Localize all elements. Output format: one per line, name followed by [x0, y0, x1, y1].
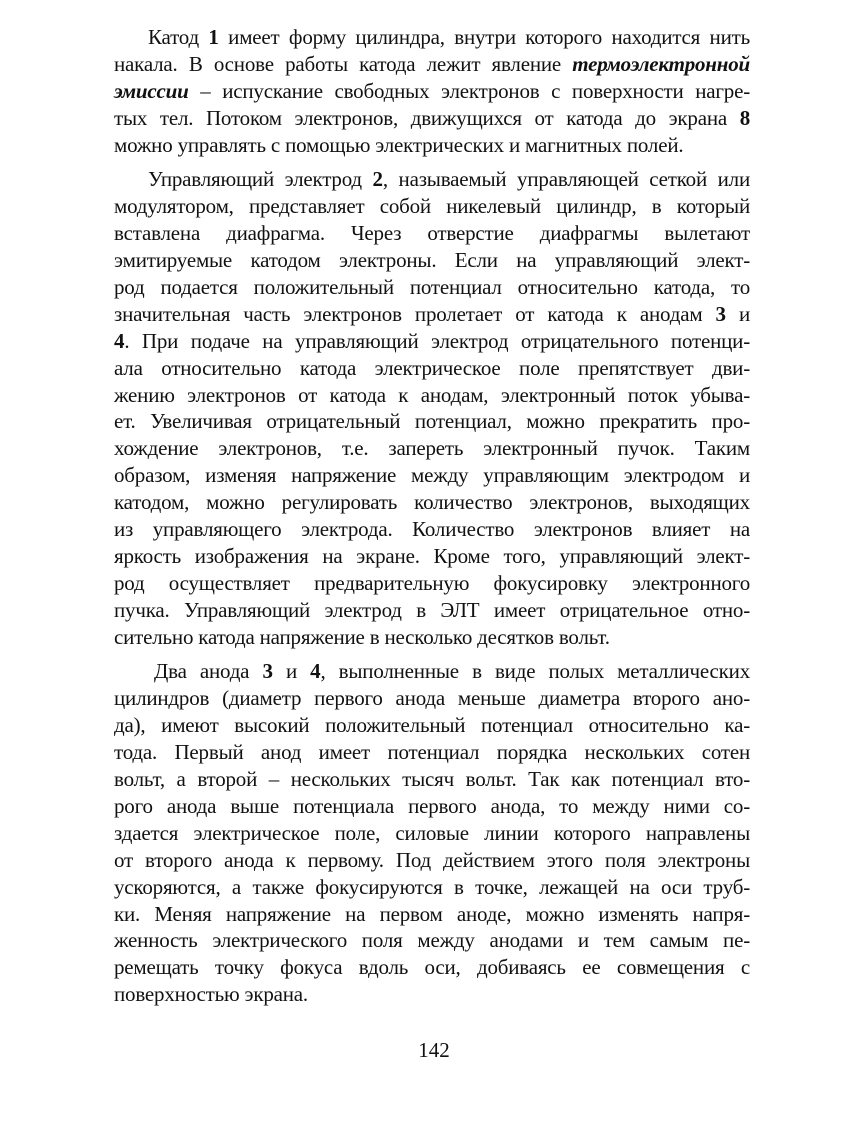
text-run: ала относительно катода электрическое поле препятствует дви-	[114, 355, 750, 380]
text-run: жению электронов от катода к анодам, электронный поток убыва-	[114, 382, 750, 407]
text-run: цилиндров (диаметр первого анода меньше диаметра второго ано-	[114, 686, 750, 711]
text-run: род подается положительный потенциал относительно катода, то	[114, 275, 750, 300]
paragraph-gap	[114, 650, 750, 658]
text-run: женность электрического поля между анодами и тем самым пе-	[114, 928, 750, 953]
text-run: накала. В основе работы катода лежит явление	[114, 51, 573, 76]
text-run: и	[725, 301, 750, 326]
text-run: ускоряются, а также фокусируются в точке, лежащей на оси труб-	[114, 874, 750, 899]
text-line	[114, 739, 750, 766]
text-run: рого анода выше потенциала первого анода, то между ними со-	[114, 793, 750, 818]
text-line	[114, 220, 750, 247]
text-line	[114, 51, 750, 78]
text-run: образом, изменяя напряжение между управляющим электродом и	[114, 463, 750, 488]
text-run: и	[272, 659, 311, 684]
text-line	[114, 847, 750, 874]
page-number: 142	[418, 1038, 450, 1062]
text-line	[114, 132, 750, 159]
text-line	[114, 274, 750, 301]
text-run: здается электрическое поле, силовые линии которого направлены	[114, 820, 750, 845]
text-run: хождение электронов, т.е. запереть электронный пучок. Таким	[114, 436, 750, 461]
text-run: сительно катода напряжение в несколько десятков вольт.	[114, 624, 610, 649]
text-run: тых тел. Потоком электронов, движущихся от катода до экрана	[114, 105, 740, 130]
page-body	[114, 24, 750, 1008]
text-run: Два анода	[154, 659, 263, 684]
paragraph	[114, 24, 750, 158]
text-line	[114, 247, 750, 274]
text-line	[114, 78, 750, 105]
text-line	[114, 408, 750, 435]
text-run: ет. Увеличивая отрицательный потенциал, можно прекратить про-	[114, 409, 750, 434]
text-line	[114, 597, 750, 624]
text-line	[114, 927, 750, 954]
text-run: от второго анода к первому. Под действием этого поля электроны	[114, 847, 750, 872]
text-line	[114, 328, 750, 355]
text-run: род осуществляет предварительную фокусировку электронного	[114, 570, 750, 595]
text-line	[114, 301, 750, 328]
emphasized-term: эмиссии	[114, 78, 189, 103]
text-line	[114, 712, 750, 739]
text-line	[114, 570, 750, 597]
text-run: ки. Меняя напряжение на первом аноде, можно изменять напря-	[114, 901, 750, 926]
text-run: из управляющего электрода. Количество электронов влияет на	[114, 517, 750, 542]
text-run: значительная часть электронов пролетает от катода к анодам	[114, 301, 716, 326]
paragraph	[114, 166, 750, 650]
text-run: Катод	[148, 25, 209, 49]
text-run: имеет форму цилиндра, внутри которого находится нить	[218, 25, 750, 49]
text-run: пучка. Управляющий электрод в ЭЛТ имеет отрицательное отно-	[114, 597, 750, 622]
text-run: да), имеют высокий положительный потенциал относительно ка-	[114, 713, 750, 738]
text-line	[114, 901, 750, 928]
text-run: модулятором, представляет собой никелевый цилиндр, в который	[114, 194, 750, 219]
text-run: Управляющий электрод	[148, 167, 373, 192]
text-run: – испускание свободных электронов с поверхности нагре-	[188, 78, 750, 103]
text-run: , называемый управляющей сеткой или	[382, 167, 750, 192]
text-run: катодом, можно регулировать количество электронов, выходящих	[114, 490, 750, 515]
text-run: поверхностью экрана.	[114, 982, 308, 1007]
bold-reference-number: 3	[715, 301, 726, 326]
text-line	[114, 954, 750, 981]
emphasized-term: термоэлектронной	[572, 51, 750, 76]
text-line	[114, 355, 750, 382]
paragraph-gap	[114, 158, 750, 166]
bold-reference-number: 4	[310, 659, 321, 684]
text-run: тода. Первый анод имеет потенциал порядка нескольких сотен	[114, 740, 750, 765]
text-line	[114, 462, 750, 489]
text-line	[114, 658, 750, 685]
text-line	[114, 624, 750, 651]
text-line	[114, 516, 750, 543]
text-run: вольт, а второй – нескольких тысяч вольт. Так как потенциал вто-	[114, 767, 750, 792]
text-line	[114, 874, 750, 901]
text-line	[114, 166, 750, 193]
text-line	[114, 382, 750, 409]
text-line	[114, 435, 750, 462]
text-run: вставлена диафрагма. Через отверстие диафрагмы вылетают	[114, 221, 750, 246]
bold-reference-number: 4	[114, 328, 125, 353]
text-line	[114, 24, 750, 51]
text-line	[114, 105, 750, 132]
text-line	[114, 766, 750, 793]
bold-reference-number: 8	[739, 105, 750, 130]
text-run: можно управлять с помощью электрических и магнитных полей.	[114, 132, 684, 157]
bold-reference-number: 3	[262, 659, 273, 684]
text-line	[114, 981, 750, 1008]
text-run: эмитируемые катодом электроны. Если на управляющий элект-	[114, 248, 750, 273]
paragraph	[114, 658, 750, 1008]
bold-reference-number: 1	[208, 25, 219, 49]
text-line	[114, 793, 750, 820]
text-line	[114, 489, 750, 516]
text-line	[114, 193, 750, 220]
text-run: ремещать точку фокуса вдоль оси, добиваясь ее совмещения с	[114, 955, 750, 980]
text-run: , выполненные в виде полых металлических	[320, 659, 750, 684]
text-line	[114, 685, 750, 712]
text-line	[114, 820, 750, 847]
bold-reference-number: 2	[372, 167, 383, 192]
text-line	[114, 543, 750, 570]
text-run: . При подаче на управляющий электрод отрицательного потенци-	[124, 328, 750, 353]
text-run: яркость изображения на экране. Кроме того, управляющий элект-	[114, 543, 750, 568]
